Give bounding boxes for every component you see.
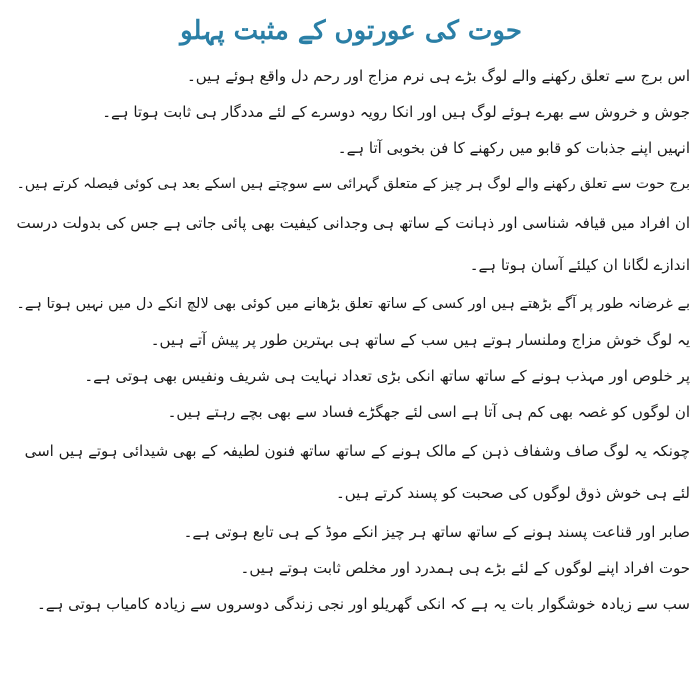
paragraph: اس برج سے تعلق رکھنے والے لوگ بڑے ہی نرم مزاج اور رحم دل واقع ہوئے ہیں۔: [186, 67, 690, 85]
paragraph: سب سے زیادہ خوشگوار بات یہ ہے کہ انکی گھریلو اور نجی زندگی دوسروں سے زیادہ کامیاب ہوتی ہے۔: [37, 595, 690, 613]
paragraph: حوت افراد اپنے لوگوں کے لئے بڑے ہی ہمدرد اور مخلص ثابت ہوتے ہیں۔: [240, 559, 690, 577]
paragraph: برج حوت سے تعلق رکھنے والے لوگ ہر چیز کے متعلق گہرائی سے سوچتے ہیں اسکے بعد ہی کوئی فیصلہ کرتے ہیں۔: [16, 176, 690, 192]
paragraph: پر خلوص اور مہذب ہونے کے ساتھ ساتھ انکی بڑی تعداد نہایت ہی شریف ونفیس بھی ہوتی ہے۔: [84, 367, 690, 385]
paragraph: صابر اور قناعت پسند ہونے کے ساتھ ساتھ ہر چیز انکے موڈ کے ہی تابع ہوتی ہے۔: [183, 523, 690, 541]
paragraph: ان افراد میں قیافہ شناسی اور ذہانت کے ساتھ ہی وجدانی کیفیت بھی پائی جاتی ہے جس کی بدولت درست اندازے لگانا ان کیلئے آسان ہوتا ہے۔: [16, 214, 690, 274]
paragraph: ان لوگوں کو غصہ بھی کم ہی آتا ہے اسی لئے جھگڑے فساد سے بھی بچے رہتے ہیں۔: [167, 403, 690, 421]
paragraph: جوش و خروش سے بھرے ہوئے لوگ ہیں اور انکا رویہ دوسرے کے لئے مددگار ہی ثابت ہوتا ہے۔: [102, 103, 690, 121]
paragraph: انہیں اپنے جذبات کو قابو میں رکھنے کا فن بخوبی آتا ہے۔: [337, 139, 690, 157]
article-title: حوت کی عورتوں کے مثبت پہلو: [180, 16, 522, 46]
paragraph: یہ لوگ خوش مزاج وملنسار ہوتے ہیں سب کے ساتھ ہی بہترین طور پر پیش آتے ہیں۔: [150, 331, 690, 349]
paragraph: چونکہ یہ لوگ صاف وشفاف ذہن کے مالک ہونے کے ساتھ ساتھ فنون لطیفہ کے بھی شیدائی ہوتے ہیں اسی لئے ہی خوش ذوق لوگوں کی صحبت کو پسند کرتے ہیں۔: [24, 442, 690, 502]
paragraph: بے غرضانہ طور پر آگے بڑھتے ہیں اور کسی کے ساتھ تعلق بڑھانے میں کوئی بھی لالچ انکے دل میں نہیں ہوتا ہے۔: [16, 296, 690, 312]
